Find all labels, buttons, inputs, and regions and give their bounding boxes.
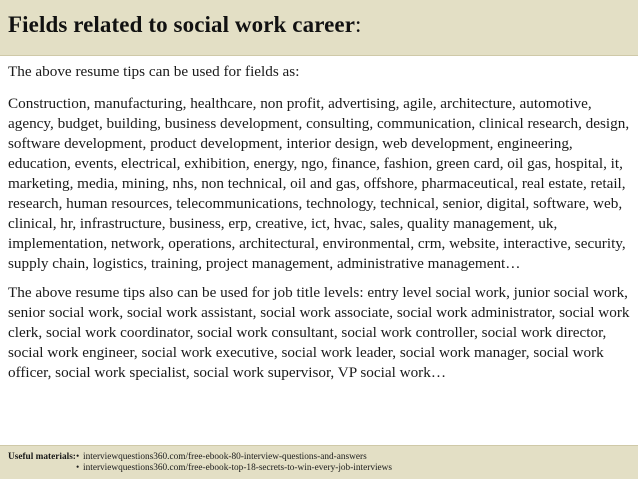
title-bar [0, 0, 638, 56]
useful-materials-links [76, 452, 392, 474]
useful-material-link-2-text[interactable]: interviewquestions360.com/free-ebook-top-18-secrets-to-win-every-job-interviews [83, 463, 393, 473]
intro-paragraph: The above resume tips can be used for fields as: [8, 63, 300, 80]
useful-materials-label: Useful materials: [8, 452, 76, 462]
page-title-colon: : [355, 12, 362, 37]
useful-material-link-1-text[interactable]: interviewquestions360.com/free-ebook-80-interview-questions-and-answers [83, 452, 367, 462]
bullet-icon: • [76, 452, 80, 462]
footer-bar [0, 445, 638, 479]
page-title [8, 12, 362, 38]
fields-paragraph: Construction, manufacturing, healthcare, non profit, advertising, agile, architecture, automotive, agency, budget, building, business development, consulting, communication, clinical research, design, software development, product development, interior design, web development, engineering, education, events, electrical, exhibition, energy, ngo, finance, fashion, green card, oil gas, hospital, it, marketing, media, mining, nhs, non technical, oil and gas, offshore, pharmaceutical, real estate, retail, research, human resources, telecommunications, technology, technical, senior, digital, software, web, clinical, hr, infrastructure, business, erp, creative, ict, hvac, sales, quality management, uk, implementation, network, operations, architectural, environmental, crm, website, interactive, security, supply chain, logistics, training, project management, administrative management… [8, 95, 630, 272]
useful-material-link-1[interactable] [76, 452, 392, 463]
useful-material-link-2[interactable] [76, 463, 392, 474]
page-title-text: Fields related to social work career [8, 12, 356, 37]
bullet-icon: • [76, 463, 80, 473]
job-levels-paragraph: The above resume tips also can be used for job title levels: entry level social work, junior social work, senior social work, social work assistant, social work associate, social work administrator, social work clerk, social work coordinator, social work consultant, social work controller, social work director, social work engineer, social work executive, social work leader, social work manager, social work officer, social work specialist, social work supervisor, VP social work… [8, 284, 630, 381]
body-content [8, 62, 634, 392]
